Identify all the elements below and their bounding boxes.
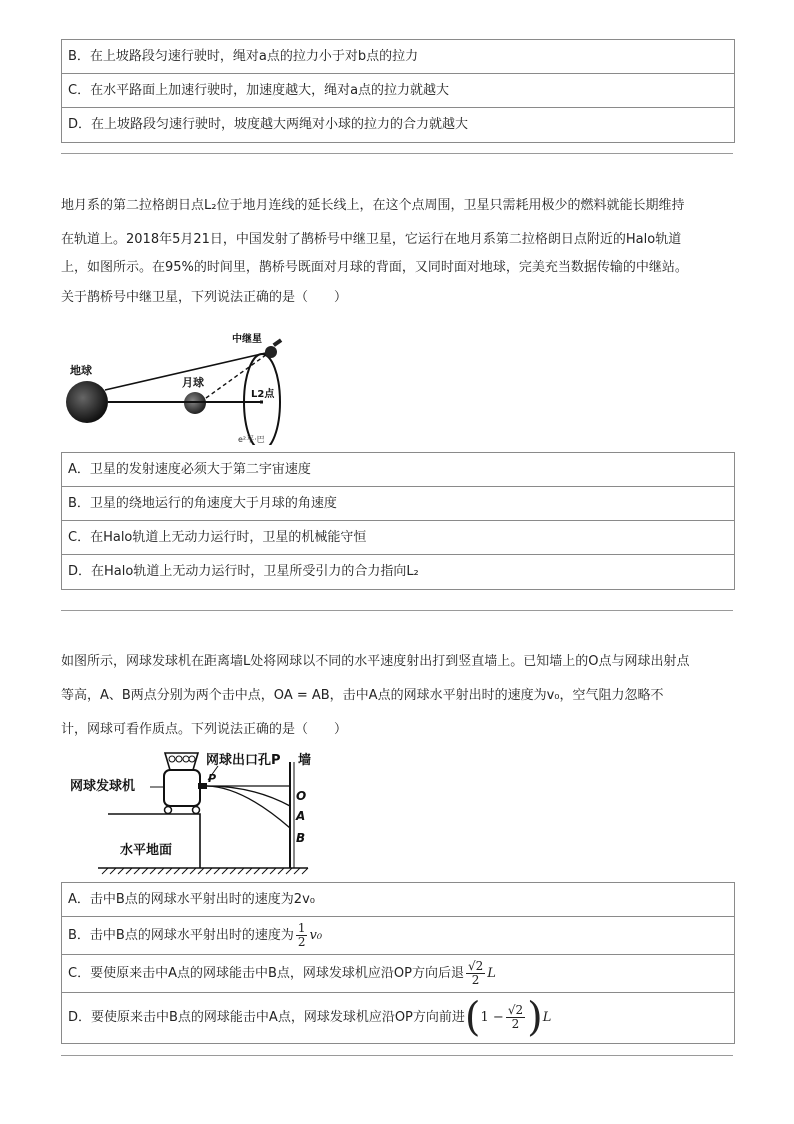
option-text: B．击中B点的网球水平射出时的速度为	[68, 928, 294, 943]
point-a-label: A	[296, 809, 306, 823]
fraction	[506, 1004, 525, 1031]
tennis-options-box	[61, 882, 735, 1044]
machine-label: 网球发球机	[70, 779, 136, 794]
tennis-stem	[61, 645, 741, 747]
tennis-option-c[interactable]	[62, 955, 734, 993]
ball-hopper-icon	[165, 753, 198, 770]
outlet-label: 网球出口孔P	[206, 753, 281, 768]
point-o-label: O	[296, 789, 307, 803]
tennis-option-a[interactable]: A．击中B点的网球水平射出时的速度为2v₀	[62, 883, 734, 917]
fraction-denominator: 2	[471, 973, 480, 987]
launcher-icon	[164, 770, 207, 814]
option-math: v₀	[309, 928, 323, 943]
l2-label: L2点	[251, 389, 275, 400]
relay-satellite-icon	[265, 338, 282, 358]
satellite-option-b[interactable]: B．卫星的绕地运行的角速度大于月球的角速度	[62, 487, 734, 521]
bottom-label: e²平·巴	[238, 435, 265, 444]
right-paren: )	[527, 994, 543, 1041]
tennis-figure	[68, 750, 318, 878]
prev-option-b[interactable]: B．在上坡路段匀速行驶时，绳对a点的拉力小于对b点的拉力	[62, 40, 734, 74]
point-b-label: B	[296, 831, 306, 845]
fraction-numerator: 1	[297, 921, 306, 935]
satellite-stem	[61, 189, 741, 315]
fraction	[466, 960, 485, 987]
stem-line: 计，网球可看作质点。下列说法正确的是（ ）	[61, 722, 348, 737]
stem-line: 如图所示，网球发球机在距离墙L处将网球以不同的水平速度射出打到竖直墙上。已知墙上的O点与网球出射点	[61, 654, 690, 669]
option-text: C．要使原来击中A点的网球能击中B点，网球发球机应沿OP方向后退	[68, 966, 464, 981]
point-p-label: P	[208, 772, 217, 785]
ground-label: 水平地面	[120, 843, 173, 858]
satellite-option-d[interactable]: D．在Halo轨道上无动力运行时，卫星所受引力的合力指向L₂	[68, 564, 419, 579]
option-math: L	[542, 1010, 552, 1025]
stem-line: 关于鹊桥号中继卫星，下列说法正确的是（ ）	[61, 290, 348, 305]
prev-option-d[interactable]: D．在上坡路段匀速行驶时，坡度越大两绳对小球的拉力的合力就越大	[68, 117, 469, 132]
wall-label: 墙	[298, 753, 312, 768]
option-text: D．要使原来击中B点的网球能击中A点，网球发球机应沿OP方向前进	[68, 1010, 465, 1025]
divider	[61, 1055, 733, 1056]
tennis-option-b[interactable]	[62, 917, 734, 955]
divider	[61, 153, 733, 154]
earth-icon	[66, 381, 108, 423]
moon-label: 月球	[182, 376, 204, 389]
option-math: L	[487, 966, 496, 981]
fraction-numerator: √2	[507, 1003, 524, 1017]
satellite-figure	[60, 330, 310, 445]
prev-option-c[interactable]: C．在水平路面上加速行驶时，加速度越大，绳对a点的拉力就越大	[62, 74, 734, 108]
prev-options-box	[61, 39, 735, 143]
stem-line: 上，如图所示。在95%的时间里，鹊桥号既面对月球的背面，又同时面对地球，完美充当数据传输的中继站。	[61, 260, 688, 275]
satellite-option-c[interactable]: C．在Halo轨道上无动力运行时，卫星的机械能守恒	[62, 521, 734, 555]
stem-line: 在轨道上。2018年5月21日，中国发射了鹊桥号中继卫星，它运行在地月系第二拉格朗日点附近的Halo轨道	[61, 232, 682, 247]
divider	[61, 610, 733, 611]
tennis-option-d[interactable]	[62, 993, 734, 1043]
satellite-option-a[interactable]: A．卫星的发射速度必须大于第二宇宙速度	[62, 453, 734, 487]
stem-line: 地月系的第二拉格朗日点L₂位于地月连线的延长线上，在这个点周围，卫星只需耗用极少的燃料就能长期维持	[61, 198, 685, 213]
fraction-denominator: 2	[511, 1017, 520, 1031]
fraction	[296, 922, 308, 949]
left-paren: (	[464, 994, 481, 1041]
fraction-numerator: √2	[467, 959, 484, 973]
relay-label: 中继星	[232, 334, 262, 345]
stem-line: 等高，A、B两点分别为两个击中点，OA = AB，击中A点的网球水平射出时的速度为v₀，空气阻力忽略不	[61, 688, 664, 703]
satellite-options-box	[61, 452, 735, 590]
earth-label: 地球	[70, 364, 92, 377]
fraction-denominator: 2	[297, 935, 306, 949]
option-math: 1 −	[480, 1010, 504, 1025]
